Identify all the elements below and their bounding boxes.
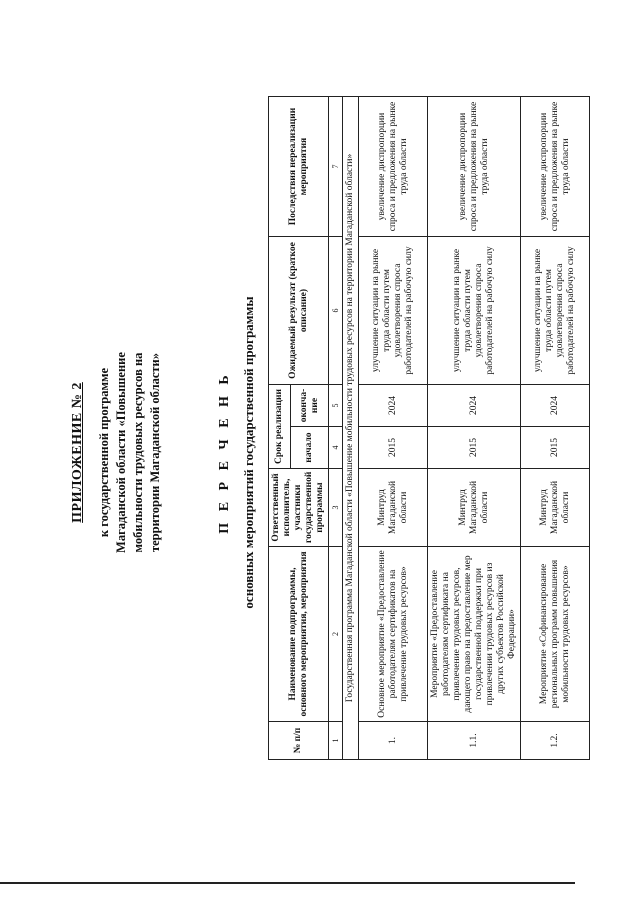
- row-start: 2015: [428, 427, 521, 469]
- row-end: 2024: [521, 385, 590, 427]
- row-start: 2015: [521, 427, 590, 469]
- row-num: 1.1.: [428, 722, 521, 760]
- column-number: 6: [329, 237, 343, 385]
- header-start: начало: [291, 427, 329, 469]
- table-row: [521, 97, 590, 760]
- header-end: оконча-ние: [291, 385, 329, 427]
- table-row: [428, 97, 521, 760]
- appendix-title: ПРИЛОЖЕНИЕ № 2: [70, 382, 85, 523]
- document-title: П Е Р Е Ч Е Н Ь: [217, 371, 232, 534]
- column-number: 1: [329, 722, 343, 760]
- row-end: 2024: [428, 385, 521, 427]
- column-number-row: [329, 97, 343, 760]
- row-consequences: увеличение диспропорции спроса и предложения на рынке труда области: [359, 97, 428, 237]
- column-number: 3: [329, 469, 343, 547]
- row-result: улучшение ситуации на рынке труда области путем удовлетворения спроса работодателей на рабочую силу: [521, 237, 590, 385]
- row-name: Мероприятие «Софинансирование региональных программ повышения мобильности трудовых ресурсов»: [521, 547, 590, 722]
- header-consequences: Последствия нереализации мероприятия: [269, 97, 329, 237]
- section-row: [343, 97, 359, 760]
- appendix-subtitle: [96, 230, 164, 675]
- column-number: 2: [329, 547, 343, 722]
- row-end: 2024: [359, 385, 428, 427]
- appendix-subtitle-line: территории Магаданской области»: [148, 353, 162, 553]
- document-subtitle: основных мероприятий государственной программы: [241, 296, 256, 609]
- measures-table: [268, 96, 590, 760]
- row-num: 1.: [359, 722, 428, 760]
- header-num: № п/п: [269, 722, 329, 760]
- row-start: 2015: [359, 427, 428, 469]
- row-executor: Минтруд Магаданской области: [521, 469, 590, 547]
- section-title: Государственная программа Магаданской области «Повышение мобильности трудовых ресурсов на территории Магаданской области»: [343, 97, 359, 760]
- row-executor: Минтруд Магаданской области: [428, 469, 521, 547]
- header-period: Срок реализации: [269, 385, 291, 469]
- row-num: 1.2.: [521, 722, 590, 760]
- header-name: Наименование подпрограммы, основного мероприятия, мероприятия: [269, 547, 329, 722]
- appendix-subtitle-line: Магаданской области «Повышение: [114, 352, 128, 553]
- row-consequences: увеличение диспропорции спроса и предложения на рынке труда области: [428, 97, 521, 237]
- row-consequences: увеличение диспропорции спроса и предложения на рынке труда области: [521, 97, 590, 237]
- row-result: улучшение ситуации на рынке труда области путем удовлетворения спроса работодателей на рабочую силу: [359, 237, 428, 385]
- column-number: 7: [329, 97, 343, 237]
- header-row: [269, 97, 291, 760]
- column-number: 5: [329, 385, 343, 427]
- header-executor: Ответственный исполнитель, участники государственной программы: [269, 469, 329, 547]
- row-name: Основное мероприятие «Предоставление работодателям сертификатов на привлечение трудовых ресурсов»: [359, 547, 428, 722]
- header-result: Ожидаемый результат (краткое описание): [269, 237, 329, 385]
- appendix-subtitle-line: к государственной программе: [97, 367, 111, 538]
- row-name: Мероприятие «Предоставление работодателям сертификата на привлечение трудовых ресурсов, дающего право на предоставление мер государственной поддержки при привлечении трудовых ресурсов из других субъектов Российской Федерации»: [428, 547, 521, 722]
- column-number: 4: [329, 427, 343, 469]
- row-executor: Минтруд Магаданской области: [359, 469, 428, 547]
- appendix-subtitle-line: мобильности трудовых ресурсов на: [131, 352, 145, 553]
- row-result: улучшение ситуации на рынке труда области путем удовлетворения спроса работодателей на рабочую силу: [428, 237, 521, 385]
- table-row: [359, 97, 428, 760]
